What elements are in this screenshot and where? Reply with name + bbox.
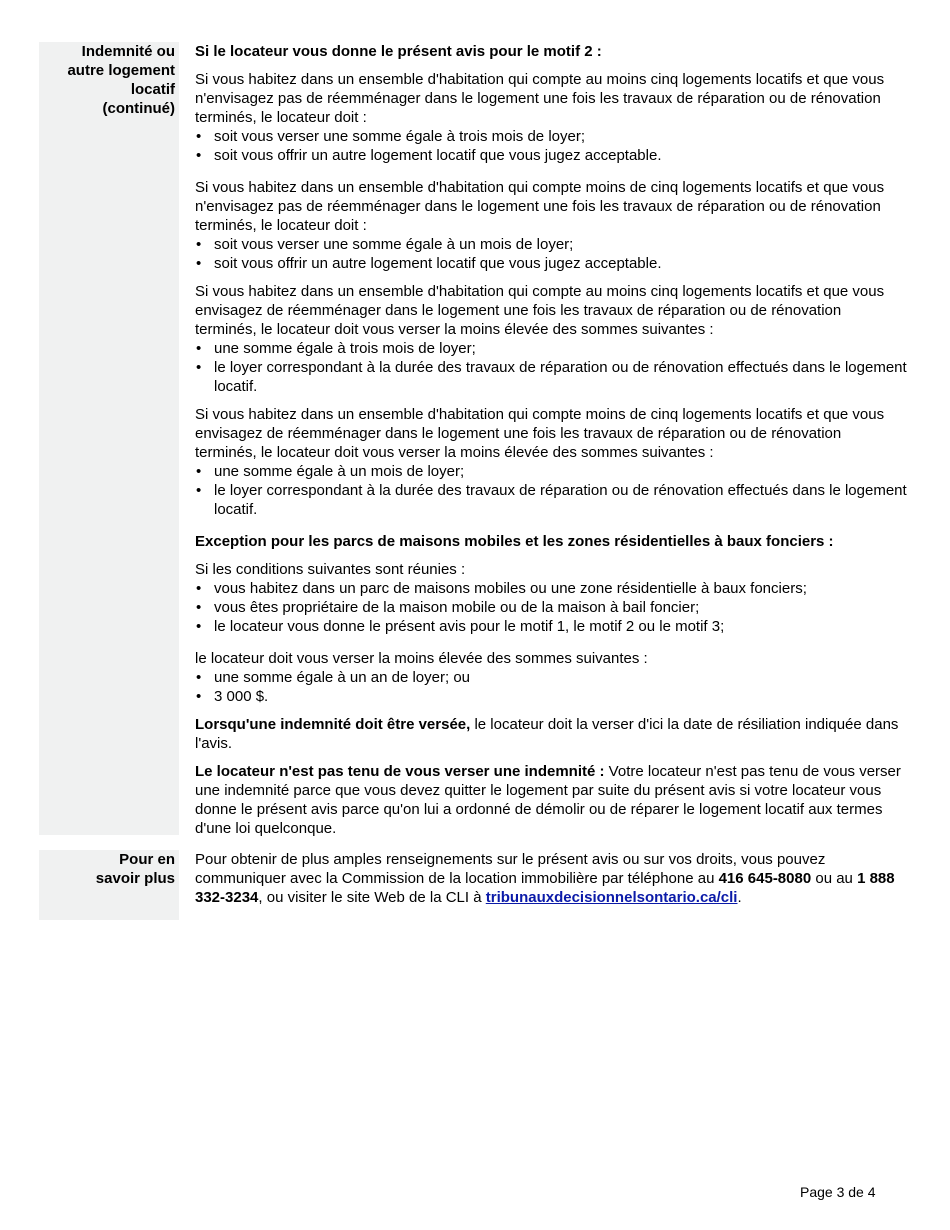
list-item: • le loyer correspondant à la durée des travaux de réparation ou de rénovation effectués dans le logement locatif.	[195, 481, 907, 519]
compensation-section	[39, 42, 919, 835]
side-label-line: Indemnité ou	[81, 43, 175, 60]
block-bullets	[195, 462, 907, 519]
list-item: • soit vous offrir un autre logement locatif que vous jugez acceptable.	[195, 146, 907, 165]
phone-local: 416 645-8080	[718, 870, 812, 887]
side-label-line: autre logement	[67, 62, 175, 79]
when-paid-bold: Lorsqu'une indemnité doit être versée,	[195, 716, 471, 733]
more-info-text: ou au	[811, 870, 858, 887]
more-info-text: Pour obtenir de plus amples renseignements sur le présent avis ou sur vos droits, vous pouvez communiquer avec la Commission de la location immobilière par téléphone au	[195, 851, 826, 887]
list-item: • une somme égale à un an de loyer; ou	[195, 668, 907, 687]
exception-heading: Exception pour les parcs de maisons mobiles et les zones résidentielles à baux fonciers :	[195, 533, 834, 550]
list-item: • 3 000 $.	[195, 687, 907, 706]
compensation-side-label	[39, 42, 179, 835]
page-number: Page 3 de 4	[800, 1184, 876, 1200]
list-item: • une somme égale à trois mois de loyer;	[195, 339, 907, 358]
no-compensation-paragraph	[195, 762, 907, 838]
conditions-list	[195, 579, 907, 636]
side-label-line: locatif	[130, 81, 175, 98]
reason2-heading: Si le locateur vous donne le présent avis pour le motif 2 :	[195, 43, 602, 60]
list-item: • le loyer correspondant à la durée des travaux de réparation ou de rénovation effectués dans le logement locatif.	[195, 358, 907, 396]
list-item: • le locateur vous donne le présent avis pour le motif 1, le motif 2 ou le motif 3;	[195, 617, 907, 636]
block-bullets	[195, 127, 907, 165]
pay-list	[195, 668, 907, 706]
more-info-side-label	[39, 850, 179, 920]
block-intro: Si vous habitez dans un ensemble d'habitation qui compte moins de cinq logements locatifs et que vous envisagez de réemménager dans le logement une fois les travaux de réparation ou de rénovation terminés, le locateur doit vous verser la moins élevée des sommes suivantes :	[195, 406, 885, 461]
list-item: • une somme égale à un mois de loyer;	[195, 462, 907, 481]
ltb-website-link[interactable]: tribunauxdecisionnelsontario.ca/cli	[485, 889, 738, 906]
block-bullets	[195, 235, 907, 273]
block-intro: Si vous habitez dans un ensemble d'habitation qui compte au moins cinq logements locatifs et que vous n'envisagez pas de réemménager dans le logement une fois les travaux de réparation ou de rénovation terminés, le locateur doit :	[195, 71, 885, 126]
more-info-paragraph	[195, 850, 907, 907]
pay-intro: le locateur doit vous verser la moins élevée des sommes suivantes :	[195, 650, 648, 667]
when-paid-paragraph	[195, 715, 907, 753]
side-label-line: (continué)	[102, 100, 175, 117]
more-info-section	[39, 850, 919, 920]
compensation-content	[195, 42, 907, 838]
list-item: • vous habitez dans un parc de maisons mobiles ou une zone résidentielle à baux fonciers;	[195, 579, 907, 598]
no-compensation-bold: Le locateur n'est pas tenu de vous verser une indemnité :	[195, 763, 605, 780]
side-label-line: Pour en	[119, 851, 175, 868]
no-compensation-text: Votre locateur n'est pas tenu de vous verser une indemnité parce que vous devez quitter le logement par suite du présent avis si votre locateur vous donne le présent avis parce qu'on lui a ordonné de démolir ou de réparer le logement locatif aux termes d'une loi quelconque.	[195, 763, 901, 837]
when-paid-text: le locateur doit la verser d'ici la date de résiliation indiquée dans l'avis.	[195, 716, 899, 752]
more-info-text: .	[737, 889, 742, 906]
more-info-content	[195, 850, 907, 907]
side-label-line: savoir plus	[95, 870, 175, 887]
block-intro: Si vous habitez dans un ensemble d'habitation qui compte au moins cinq logements locatifs et que vous envisagez de réemménager dans le logement une fois les travaux de réparation ou de rénovation terminés, le locateur doit vous verser la moins élevée des sommes suivantes :	[195, 283, 885, 338]
list-item: • soit vous verser une somme égale à trois mois de loyer;	[195, 127, 907, 146]
list-item: • soit vous offrir un autre logement locatif que vous jugez acceptable.	[195, 254, 907, 273]
list-item: • vous êtes propriétaire de la maison mobile ou de la maison à bail foncier;	[195, 598, 907, 617]
more-info-text: , ou visiter le site Web de la CLI à	[258, 889, 486, 906]
list-item: • soit vous verser une somme égale à un mois de loyer;	[195, 235, 907, 254]
block-bullets	[195, 339, 907, 396]
conditions-intro: Si les conditions suivantes sont réunies :	[195, 561, 466, 578]
block-intro: Si vous habitez dans un ensemble d'habitation qui compte moins de cinq logements locatifs et que vous n'envisagez pas de réemménager dans le logement une fois les travaux de réparation ou de rénovation terminés, le locateur doit :	[195, 179, 885, 234]
phone-tollfree: 1 888 332-3234	[195, 870, 895, 906]
